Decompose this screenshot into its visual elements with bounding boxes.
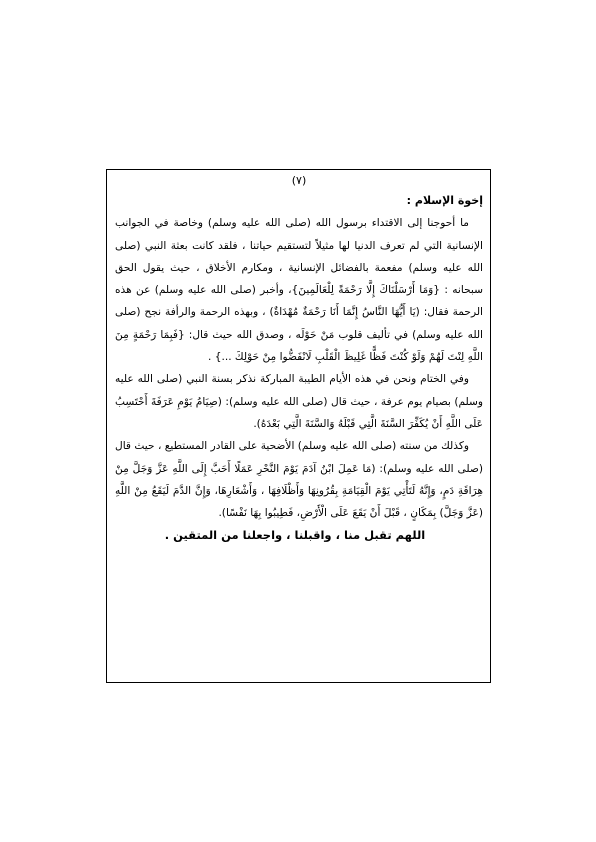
paragraph-mercy: ما أحوجنا إلى الاقتداء برسول الله (صلى الله عليه وسلم) وخاصة في الجوانب الإنسانية التي لم تعرف الدنيا لها مثيلاً لتستقيم حياتنا ، فلقد كانت بعثة النبي (صلى الله عليه وسلم) مفعمة بالفضائل الإنسانية ، ومكارم الأخلاق ، حيث يقول الحق سبحانه : {وَمَا أَرْسَلْنَاكَ إِلَّا رَحْمَةً لِلْعَالَمِينَ}، وأخبر (صلى الله عليه وسلم) عن هذه الرحمة فقال: (يَا أَيُّهَا النَّاسُ إِنَّمَا أَنَا رَحْمَةٌ مُهْدَاةٌ) ، وبهذه الرحمة والرأفة نجح (صلى الله عليه وسلم) في تأليف قلوب مَنْ حَوْلَه ، وصدق الله حيث قال: {فَبِمَا رَحْمَةٍ مِنَ اللَّهِ لِنْتَ لَهُمْ وَلَوْ كُنْتَ فَظًّا غَلِيظَ الْقَلْبِ لَانْفَضُّوا مِنْ حَوْلِكَ ...} .	[115, 217, 483, 364]
page-frame	[106, 169, 491, 683]
paragraph-sacrifice: وكذلك من سنته (صلى الله عليه وسلم) الأضحية على القادر المستطيع ، حيث قال (صلى الله عليه وسلم): (مَا عَمِلَ ابْنُ آدَمَ يَوْمَ النَّحْرِ عَمَلًا أَحَبَّ إِلَى اللَّهِ عَزَّ وَجَلَّ مِنْ هِرَاقَةِ دَمٍ، وَإِنَّهُ لَتَأْتِي يَوْمَ الْقِيَامَةِ بِقُرُونِهَا وَأَظْلَافِهَا ، وَأَشْعَارِهَا، وَإِنَّ الدَّمَ لَيَقَعُ مِنْ اللَّهِ (عَزَّ وَجَلَّ) بِمَكَانٍ ، قَبْلَ أَنْ يَقَعَ عَلَى الْأَرْضِ، فَطِيبُوا بِهَا نَفْسًا).	[115, 440, 483, 520]
closing-prayer: اللهم تقبل منا ، واقبلنا ، واجعلنا من المتقين .	[164, 528, 426, 543]
page-content	[115, 174, 483, 546]
section-heading: إخوة الإسلام :	[406, 194, 483, 207]
paragraph-arafah-fasting: وفي الختام ونحن في هذه الأيام الطيبة المباركة نذكر بسنة النبي (صلى الله عليه وسلم) بصيام يوم عرفة ، حيث قال (صلى الله عليه وسلم): (صِيَامُ يَوْمِ عَرَفَةَ أَحْتَسِبُ عَلَى اللَّهِ أَنْ يُكَفِّرَ السَّنَةَ الَّتِي قَبْلَهُ وَالسَّنَةَ الَّتِي بَعْدَهُ).	[115, 373, 483, 430]
page-number: (٧)	[291, 174, 307, 187]
